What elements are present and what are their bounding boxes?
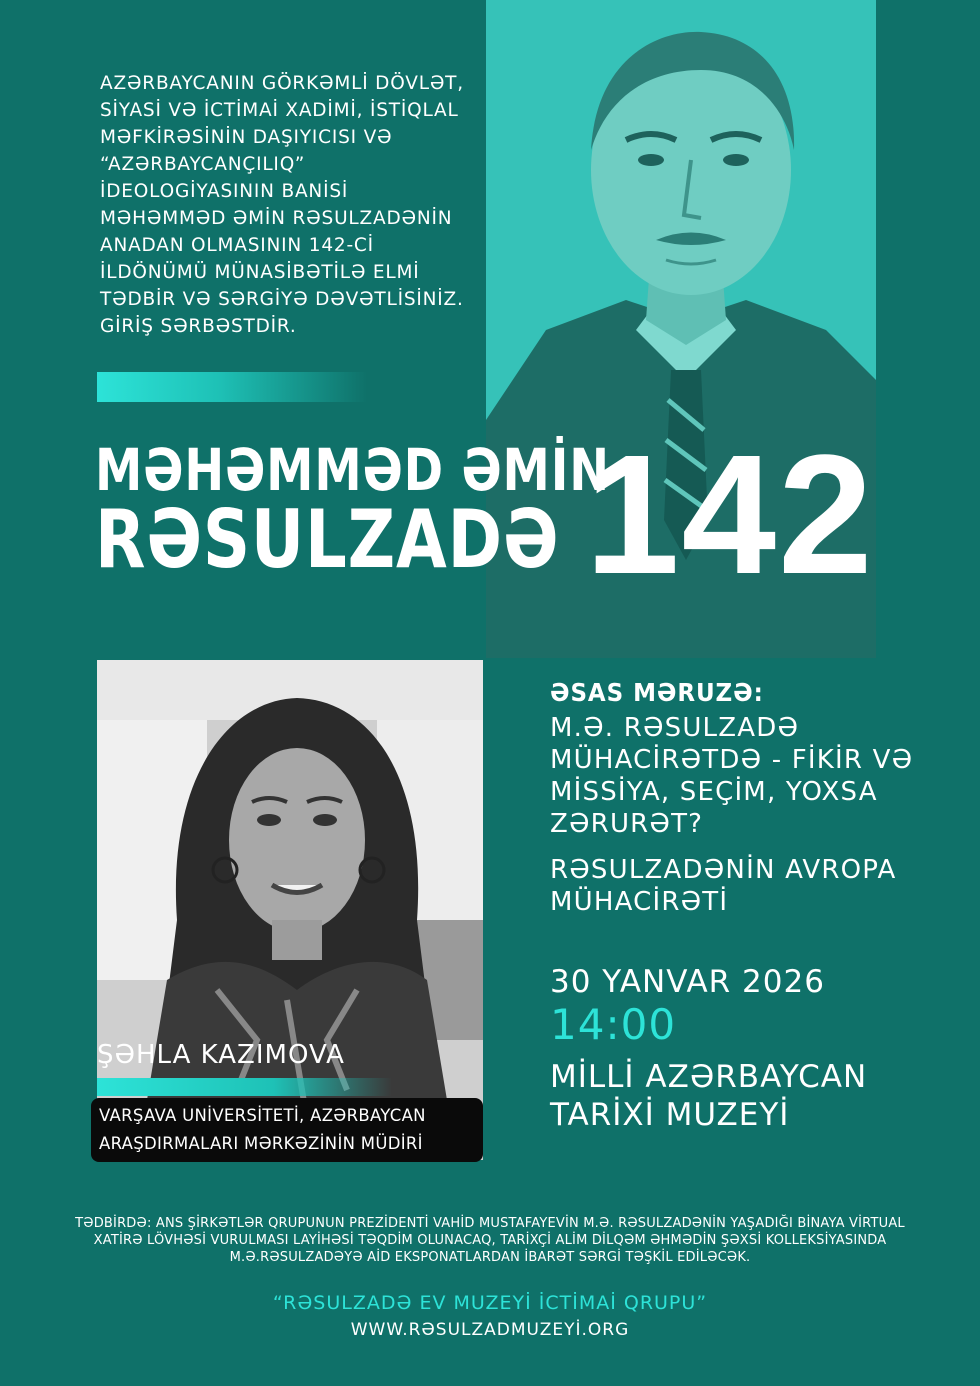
speaker-affiliation [91,1098,483,1162]
website-link[interactable]: WWW.RƏSULZADMUZEYİ.ORG [350,1320,630,1340]
affiliation-line-2: ARAŞDIRMALARI MƏRKƏZİNİN MÜDİRİ [99,1134,423,1153]
title-line-2: RƏSULZADƏ [95,493,560,586]
footer-note: TƏDBİRDƏ: ANS ŞİRKƏTLƏR QRUPUNUN PREZİDENTİ VAHİD MUSTAFAYEVİN M.Ə. RƏSULZADƏNİN YAŞADIĞI BİNAYA VİRTUAL XATİRƏ LÖVHƏSİ VURULMASI LAYİHƏSİ TƏQDİM OLUNACAQ, TARİXÇİ ALİM DİLQƏM ƏHMƏDİN ŞƏXSİ KOLLEKSİYASINDA M.Ə.RƏSULZADƏYƏ AİD EKSPONATLARDAN İBARƏT SƏRGİ TƏŞKİL EDİLƏCƏK. [75,1216,905,1265]
title-line-1: MƏHƏMMƏD ƏMİN [95,436,610,504]
event-venue: MİLLİ AZƏRBAYCAN TARİXİ MUZEYİ [550,1059,868,1133]
event-details [550,678,970,1134]
main-report-topic: M.Ə. RƏSULZADƏ MÜHACİRƏTDƏ - FİKİR VƏ MİSSİYA, SEÇİM, YOXSA ZƏRURƏT? [550,713,914,839]
name-accent-bar [97,1078,392,1096]
main-report-label: ƏSAS MƏRUZƏ: [550,678,764,707]
affiliation-line-1: VARŞAVA UNİVERSİTETİ, AZƏRBAYCAN [99,1106,426,1125]
event-time: 14:00 [550,1000,677,1049]
speaker-name: ŞƏHLA KAZIMOVA [97,1040,345,1070]
organizer-group: “RƏSULZADƏ EV MUZEYİ İCTİMAİ QRUPU” [272,1292,708,1314]
anniversary-number: 142 [585,420,875,610]
main-report-subtopic: RƏSULZADƏNİN AVROPA MÜHACİRƏTİ [550,855,897,917]
accent-bar [97,372,367,402]
intro-text: AZƏRBAYCANIN GÖRKƏMLİ DÖVLƏT, SİYASİ VƏ İCTİMAİ XADİMİ, İSTİQLAL MƏFKİRƏSİNİN DAŞIYICISI VƏ “AZƏRBAYCANÇILIQ” İDEOLOGİYASININ BANİSİ MƏHƏMMƏD ƏMİN RƏSULZADƏNİN ANADAN OLMASININ 142-Cİ İLDÖNÜMÜ MÜNASİBƏTİLƏ ELMİ TƏDBİR VƏ SƏRGİYƏ DƏVƏTLİSİNİZ. GİRİŞ SƏRBƏSTDİR. [100,73,464,337]
event-date: 30 YANVAR 2026 [550,964,825,1000]
